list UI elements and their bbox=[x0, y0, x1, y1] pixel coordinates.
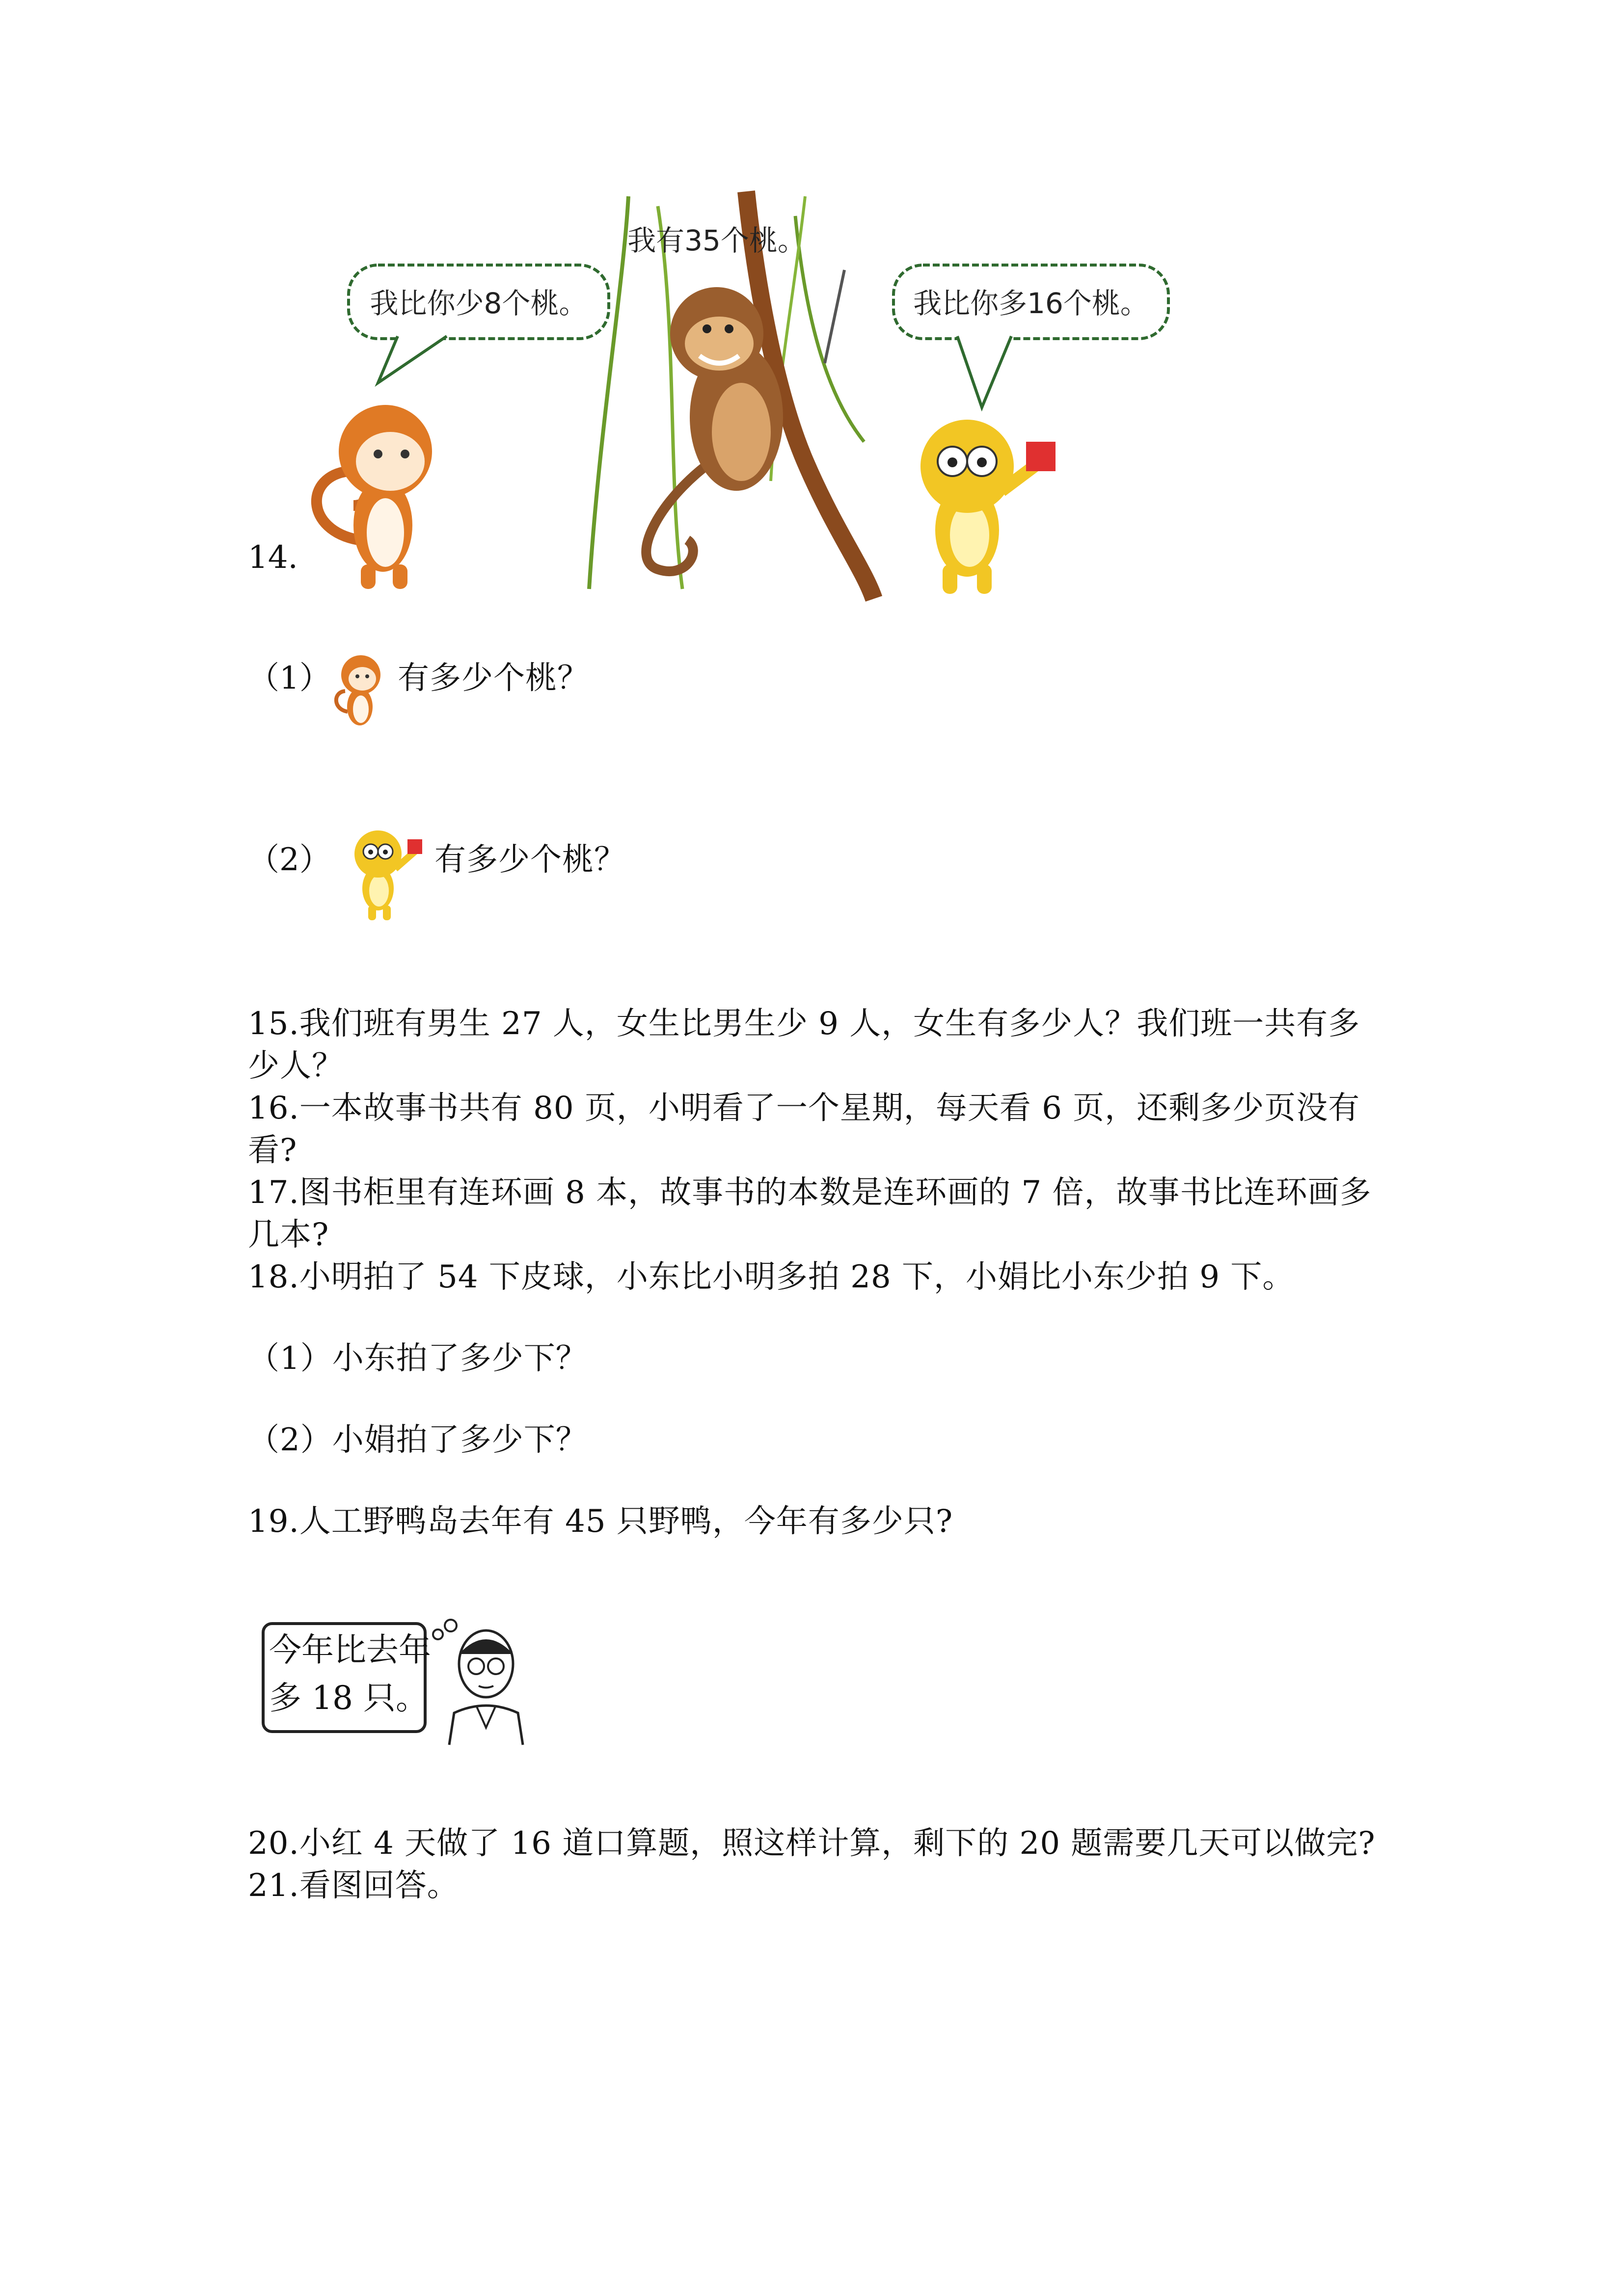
speech-bubble-left bbox=[349, 265, 609, 383]
q14-sub2-yellow-monkey-icon bbox=[339, 815, 432, 925]
q15-line2: 少人？ bbox=[248, 1048, 344, 1084]
q15-line1: 15.我们班有男生 27 人，女生比男生少 9 人，女生有多少人？我们班一共有多 bbox=[248, 1006, 1360, 1042]
q21-line1: 21.看图回答。 bbox=[248, 1868, 459, 1904]
bubble-center-text: 我有35个桃。 bbox=[627, 224, 806, 257]
q14-illustration bbox=[285, 187, 1218, 618]
yellow-monkey-icon bbox=[920, 420, 1056, 594]
q17-line2: 几本? bbox=[248, 1217, 329, 1253]
q19-sign-line1: 今年比去年 bbox=[269, 1631, 431, 1669]
man-with-glasses-icon bbox=[449, 1630, 523, 1745]
bubble-left-text: 我比你少8个桃。 bbox=[370, 287, 588, 320]
q18-sub2: （2）小娟拍了多少下？ bbox=[248, 1422, 588, 1458]
q14-sub2-text: 有多少个桃？ bbox=[434, 842, 626, 878]
q14-sub2-label: （2） bbox=[248, 842, 331, 878]
q16-line2: 看? bbox=[248, 1132, 298, 1169]
q18-sub1: （1）小东拍了多少下？ bbox=[248, 1340, 588, 1377]
speech-bubble-right bbox=[893, 265, 1168, 407]
monkeys-scene bbox=[285, 187, 1218, 618]
q17-line1: 17.图书柜里有连环画 8 本，故事书的本数是连环画的 7 倍，故事书比连环画多 bbox=[248, 1175, 1372, 1211]
q16-line1: 16.一本故事书共有 80 页，小明看了一个星期，每天看 6 页，还剩多少页没有 bbox=[248, 1090, 1360, 1126]
q14-sub1-label: （1） bbox=[248, 660, 331, 696]
q14-sub1-text: 有多少个桃？ bbox=[398, 660, 589, 696]
q19-sign-line2: 多 18 只。 bbox=[269, 1679, 428, 1717]
q14-sub1-orange-monkey-icon bbox=[333, 648, 387, 733]
q19-line1: 19.人工野鸭岛去年有 45 只野鸭，今年有多少只? bbox=[248, 1503, 953, 1540]
q14-number: 14. bbox=[248, 539, 298, 576]
q20-line1: 20.小红 4 天做了 16 道口算题，照这样计算，剩下的 20 题需要几天可以做完? bbox=[248, 1825, 1376, 1862]
bubble-right-text: 我比你多16个桃。 bbox=[913, 287, 1149, 320]
brown-monkey-icon bbox=[646, 287, 783, 571]
q18-line1: 18.小明拍了 54 下皮球，小东比小明多拍 28 下，小娟比小东少拍 9 下。 bbox=[248, 1259, 1295, 1295]
orange-monkey-icon bbox=[317, 405, 432, 589]
